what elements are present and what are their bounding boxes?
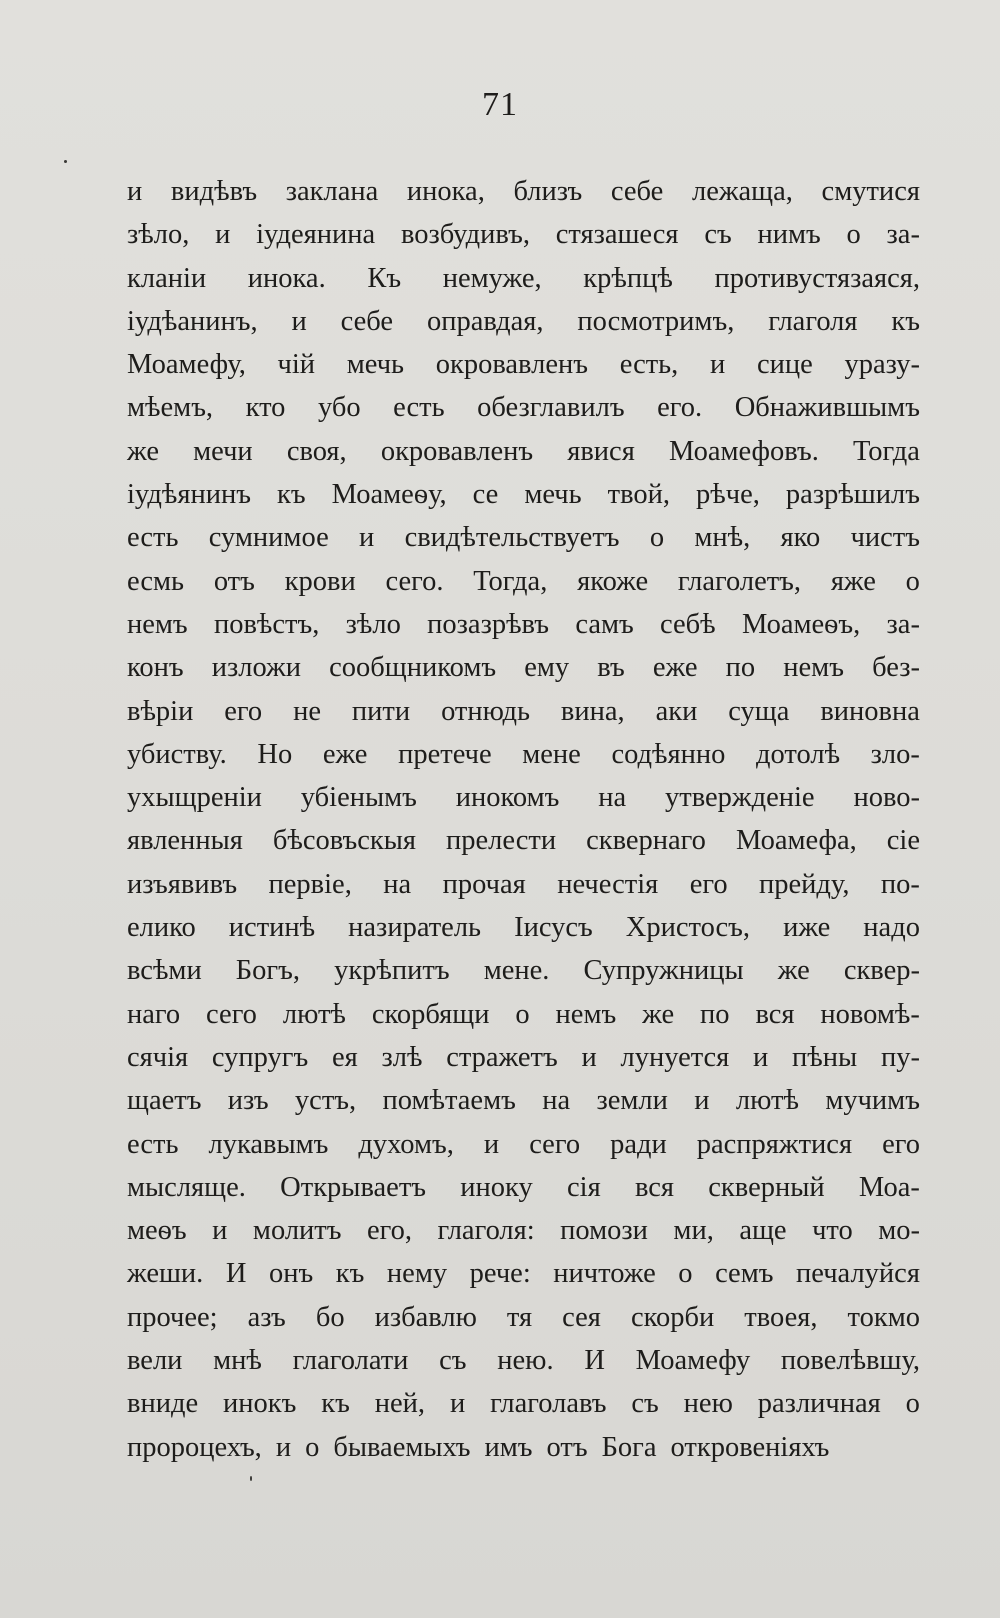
body-text — [127, 170, 920, 1469]
text-line: жеши. И онъ къ нему рече: ничтоже о семъ печалуйся — [127, 1258, 920, 1290]
text-line: есть лукавымъ духомъ, и сего ради распряжтися его — [127, 1128, 920, 1160]
ink-speck — [64, 160, 67, 163]
text-line: мѣемъ, кто убо есть обезглавилъ его. Обнажившымъ — [127, 392, 920, 424]
text-line: и видѣвъ заклана инока, близъ себе лежаща, смутися — [127, 176, 920, 207]
page-number: 71 — [482, 86, 518, 123]
text-line: прочее; азъ бо избавлю тя сея скорби твоея, токмо — [127, 1301, 920, 1333]
text-line: Моамефу, чій мечь окровавленъ есть, и сице уразу- — [127, 349, 920, 381]
text-line: изъявивъ первіе, на прочая нечестія его прейду, по- — [127, 868, 920, 900]
text-line: щаетъ изъ устъ, помѣтаемъ на земли и лютѣ мучимъ — [127, 1085, 920, 1117]
text-line: іудѣанинъ, и себе оправдая, посмотримъ, глаголя къ — [127, 305, 920, 337]
text-line: іудѣянинъ къ Моамеѳу, се мечь твой, рѣче, разрѣшилъ — [127, 479, 920, 511]
text-line: вниде инокъ къ ней, и глаголавъ съ нею различная о — [127, 1388, 920, 1420]
text-line: всѣми Богъ, укрѣпитъ мене. Супружницы же сквер- — [127, 955, 920, 987]
text-line: убиству. Но еже претече мене содѣянно дотолѣ зло- — [127, 738, 920, 770]
text-line: вѣріи его не пити отнюдь вина, аки суща виновна — [127, 695, 920, 727]
text-line: ухыщреніи убіенымъ инокомъ на утвержденіе ново- — [127, 782, 920, 814]
text-line: мысляще. Открываетъ иноку сія вся скверный Моа- — [127, 1171, 920, 1203]
text-line: елико истинѣ назиратель Іисусъ Христосъ, иже надо — [127, 912, 920, 944]
text-line: кланіи инока. Къ немуже, крѣпцѣ противустязаяся, — [127, 262, 920, 294]
text-line: пророцехъ, и о бываемыхъ имъ отъ Бога откровеніяхъ — [127, 1431, 830, 1463]
text-line: меѳъ и молитъ его, глаголя: помози ми, аще что мо- — [127, 1215, 920, 1247]
text-line: явленныя бѣсовъскыя прелести сквернаго Моамефа, сіе — [127, 825, 920, 857]
text-line: конъ изложи сообщникомъ ему въ еже по немъ без- — [127, 652, 920, 684]
ink-speck — [250, 1476, 252, 1481]
text-line: наго сего лютѣ скорбящи о немъ же по вся новомѣ- — [127, 998, 920, 1030]
text-line: зѣло, и іудеянина возбудивъ, стязашеся съ нимъ о за- — [127, 219, 920, 251]
text-line: есть сумнимое и свидѣтельствуетъ о мнѣ, яко чистъ — [127, 522, 920, 554]
text-line: же мечи своя, окровавленъ явися Моамефовъ. Тогда — [127, 435, 920, 467]
text-line: немъ повѣстъ, зѣло позазрѣвъ самъ себѣ Моамеѳъ, за- — [127, 608, 920, 640]
text-line: сячія супругъ ея злѣ стражетъ и лунуется и пѣны пу- — [127, 1041, 920, 1073]
text-line: есмь отъ крови сего. Тогда, якоже глаголетъ, яже о — [127, 565, 920, 597]
text-line: вели мнѣ глаголати съ нею. И Моамефу повелѣвшу, — [127, 1345, 920, 1377]
